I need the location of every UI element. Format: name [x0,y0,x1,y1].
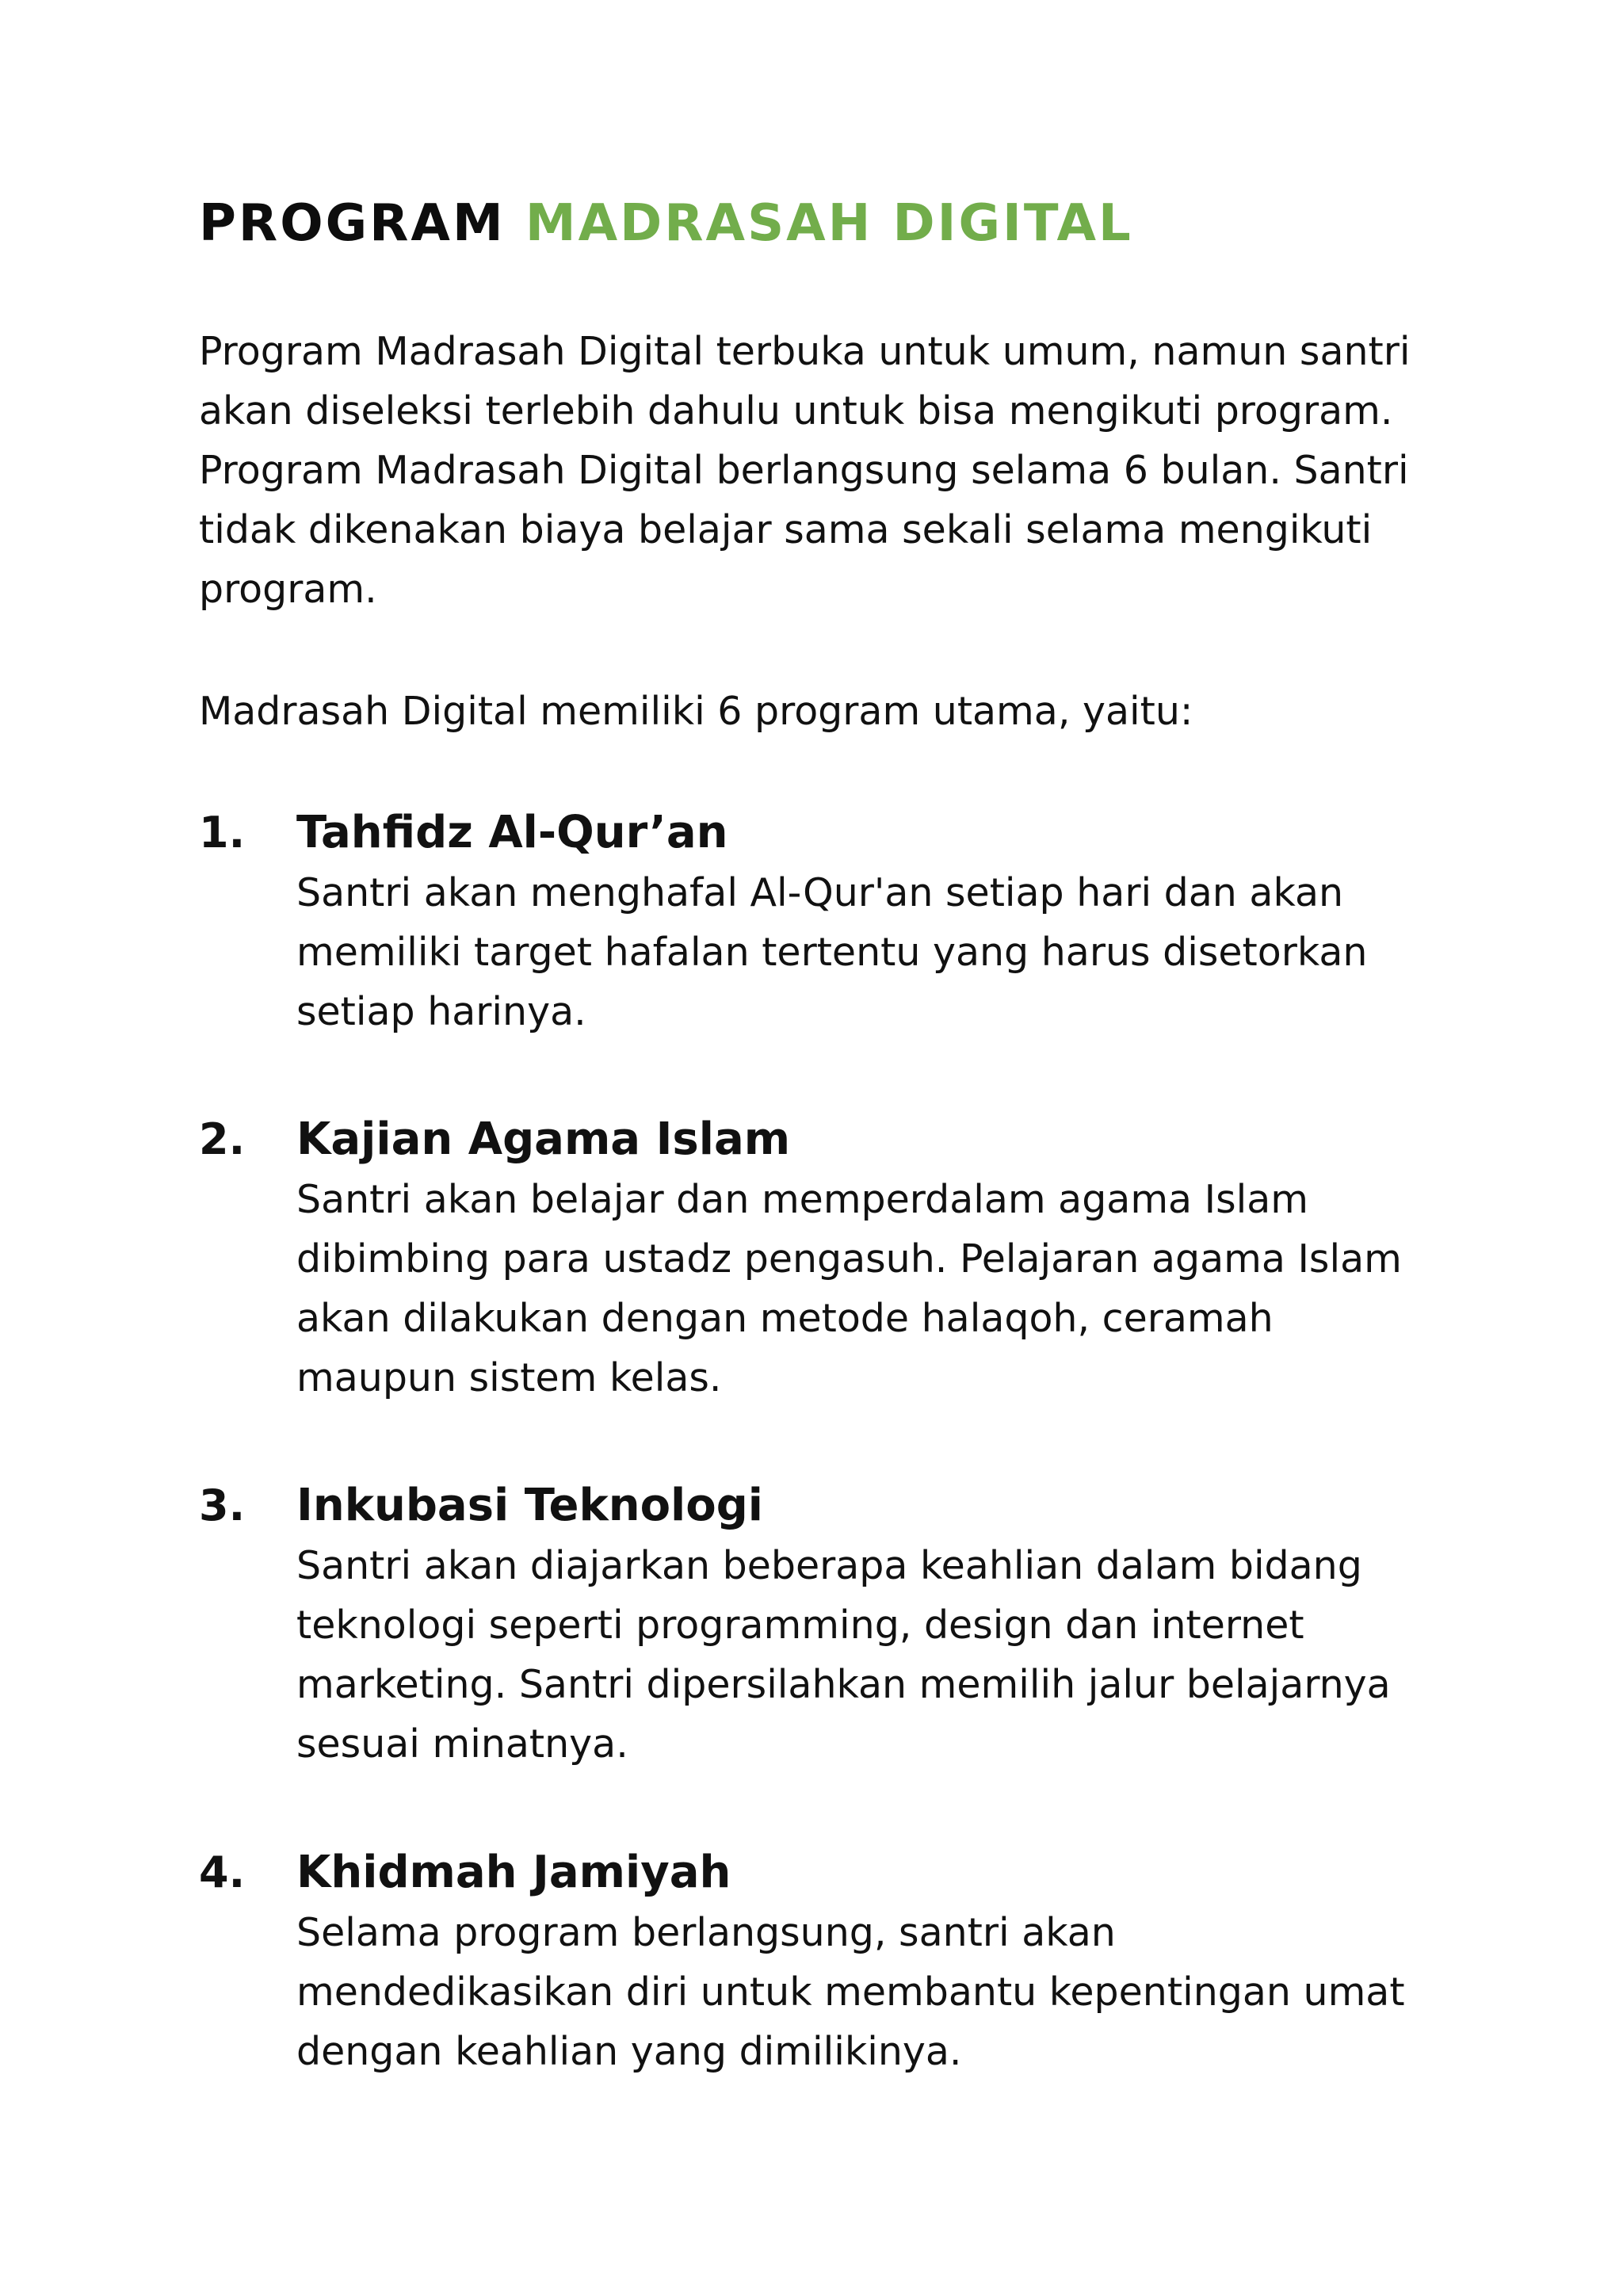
item-number: 1. [199,808,246,858]
item-number: 2. [199,1114,246,1164]
item-title: Khidmah Jamiyah [296,1847,731,1898]
item-description: Selama program berlangsung, santri akan mendedikasikan diri untuk membantu kepentingan umat dengan keahlian yang dimilikinya. [296,1910,1405,2074]
item-description: Santri akan diajarkan beberapa keahlian dalam bidang teknologi seperti programming, design dan internet marketing. Santri dipersilahkan memilih jalur belajarnya sesuai minatnya. [296,1543,1391,1767]
item-description: Santri akan belajar dan memperdalam agama Islam dibimbing para ustadz pengasuh. Pelajaran agama Islam akan dilakukan dengan metode halaqoh, ceramah maupun sistem kelas. [296,1177,1402,1400]
item-title: Kajian Agama Islam [296,1114,791,1165]
title-part-2: MADRASAH DIGITAL [525,194,1133,253]
item-title: Tahfidz Al-Qur’an [296,807,728,858]
title-part-1: PROGRAM [199,194,506,253]
item-description: Santri akan menghafal Al-Qur'an setiap hari dan akan memiliki target hafalan tertentu yang harus disetorkan setiap harinya. [296,870,1368,1034]
page-title [199,192,1133,255]
item-title: Inkubasi Teknologi [296,1480,763,1531]
intro-paragraph: Program Madrasah Digital terbuka untuk umum, namun santri akan diseleksi terlebih dahulu untuk bisa mengikuti program. Program Madrasah Digital berlangsung selama 6 bulan. Santri tidak dikenakan biaya belajar sama sekali selama mengikuti program. [199,329,1411,612]
item-number: 3. [199,1480,246,1530]
item-number: 4. [199,1847,246,1897]
program-list-lead: Madrasah Digital memiliki 6 program utama, yaitu: [199,689,1193,734]
